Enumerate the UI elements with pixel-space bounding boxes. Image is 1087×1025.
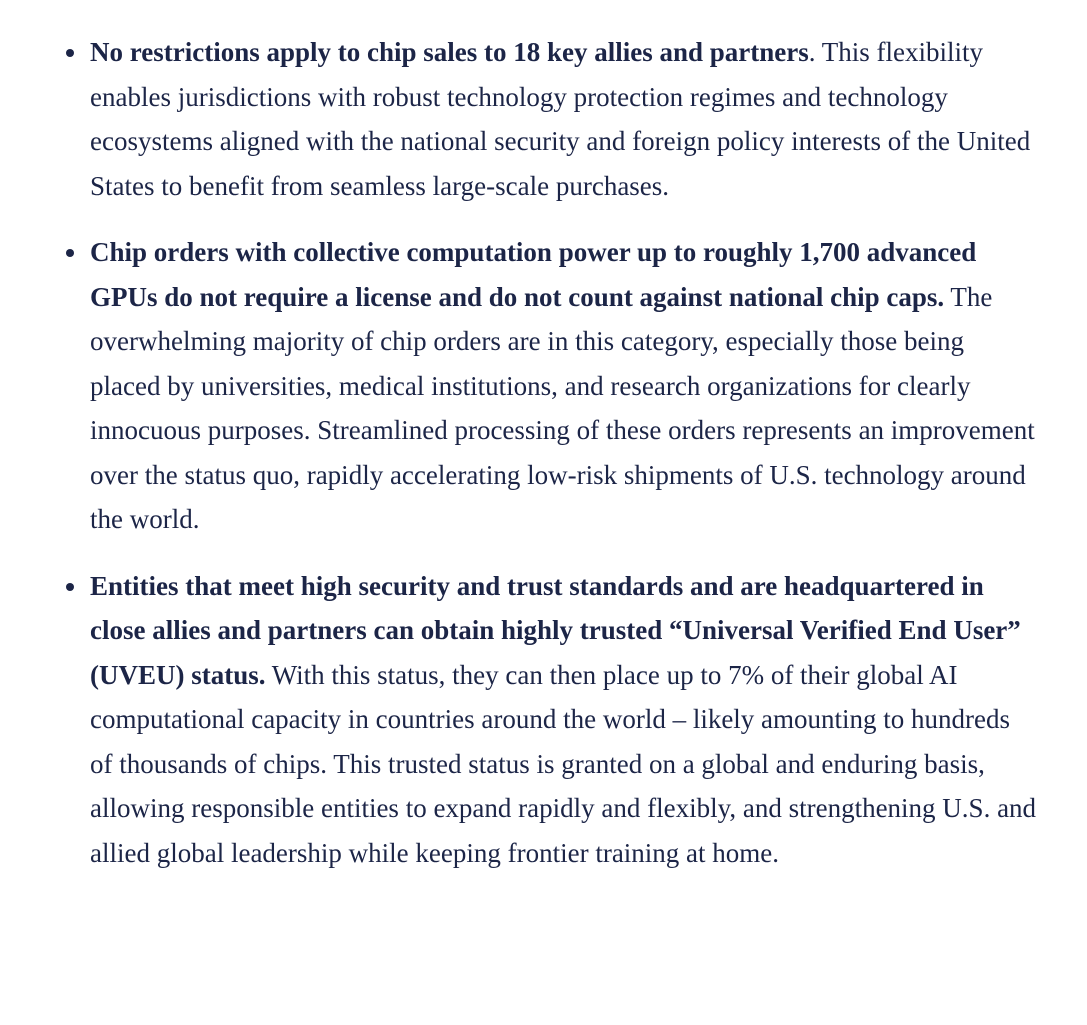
bullet-dot-icon (66, 583, 74, 591)
bullet-dot-icon (66, 49, 74, 57)
bullet-lead-text: Chip orders with collective computation power up to roughly 1,700 advanced GPUs do not require a license and do not count against national chip caps. (90, 237, 977, 312)
bullet-lead-text: Entities that meet high security and trust standards and are headquartered in close allies and partners can obtain highly trusted “Universal Verified End User” (UVEU) status. (90, 570, 1021, 690)
bullet-lead-text: No restrictions apply to chip sales to 18 key allies and partners (90, 37, 809, 67)
bullet-list (90, 30, 1039, 875)
article-content (0, 30, 1087, 897)
bullet-body-text: The overwhelming majority of chip orders are in this category, especially those being placed by universities, medical institutions, and research organizations for clearly innocuous purposes. Streamlined processing of these orders represents an improvement over the status quo, rapidly accelerating low-risk shipments of U.S. technology around the world. (90, 281, 1035, 534)
bullet-body-text: With this status, they can then place up to 7% of their global AI computational capacity in countries around the world – likely amounting to hundreds of thousands of chips. This trusted status is granted on a global and enduring basis, allowing responsible entities to expand rapidly and flexibly, and strengthening U.S. and allied global leadership while keeping frontier training at home. (90, 659, 1037, 868)
list-item (90, 230, 1039, 542)
list-item (90, 564, 1039, 876)
bullet-body-text: . This flexibility enables jurisdictions with robust technology protection regimes and technology ecosystems aligned with the national security and foreign policy interests of the United States to benefit from seamless large-scale purchases. (90, 37, 1031, 201)
list-item (90, 30, 1039, 208)
bullet-dot-icon (66, 249, 74, 257)
